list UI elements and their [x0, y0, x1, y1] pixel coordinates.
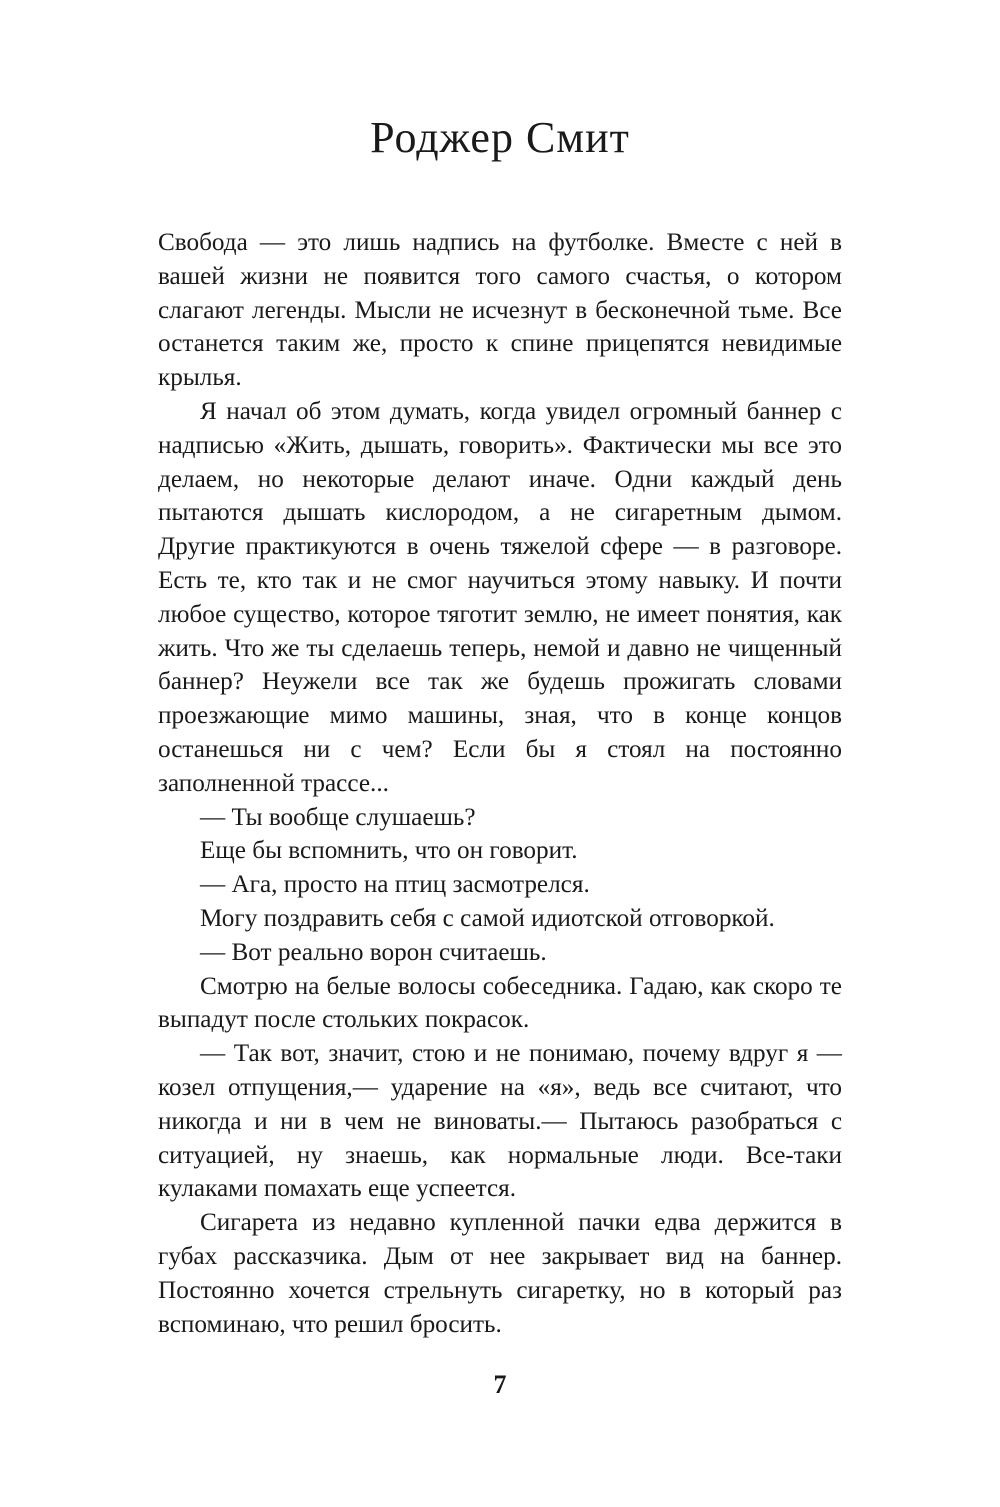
- paragraph: — Вот реально ворон считаешь.: [200, 938, 547, 966]
- paragraph: — Ты вообще слушаешь?: [200, 803, 476, 831]
- paragraph: Сигарета из недавно купленной пачки едва держится в губах рассказчика. Дым от нее закрывает вид на баннер. Постоянно хочется стрельнуть сигаретку, но в который раз вспоминаю, что решил бросить.: [158, 1209, 842, 1338]
- paragraph: Я начал об этом думать, когда увидел огромный баннер с надписью «Жить, дышать, говорить». Фактически мы все это делаем, но некоторые делают иначе. Одни каждый день пытаются дышать кислородом, а не сигаретным дымом. Другие практикуются в очень тяжелой сфере — в разговоре. Есть те, кто так и не смог научиться этому навыку. И почти любое существо, которое тяготит землю, не имеет понятия, как жить. Что же ты сделаешь теперь, немой и давно не чищенный баннер? Неужели все так же будешь прожигать словами проезжающие мимо машины, зная, что в конце концов останешься ни с чем? Если бы я стоял на постоянно заполненной трассе...: [158, 397, 842, 797]
- page-number: 7: [493, 1370, 507, 1399]
- paragraph: Смотрю на белые волосы собеседника. Гадаю, как скоро те выпадут после стольких покрасок.: [158, 972, 842, 1034]
- chapter-title: Роджер Смит: [370, 113, 630, 162]
- paragraph: Свобода — это лишь надпись на футболке. Вместе с ней в вашей жизни не появится того самого счастья, о котором слагают легенды. Мысли не исчезнут в бесконечной тьме. Все останется таким же, просто к спине прицепятся невидимые крылья.: [158, 229, 842, 392]
- paragraph: Могу поздравить себя с самой идиотской отговоркой.: [200, 904, 775, 932]
- paragraph: — Так вот, значит, стою и не понимаю, почему вдруг я — козел отпущения,— ударение на «я», ведь все считают, что никогда и ни в чем не виноваты.— Пытаюсь разобраться с ситуацией, ну знаешь, как нормальные люди. Все-таки кулаками помахать еще успеется.: [158, 1040, 842, 1203]
- paragraph: — Ага, просто на птиц засмотрелся.: [200, 871, 590, 899]
- body-text: [158, 226, 842, 1341]
- paragraph: Еще бы вспомнить, что он говорит.: [200, 837, 578, 865]
